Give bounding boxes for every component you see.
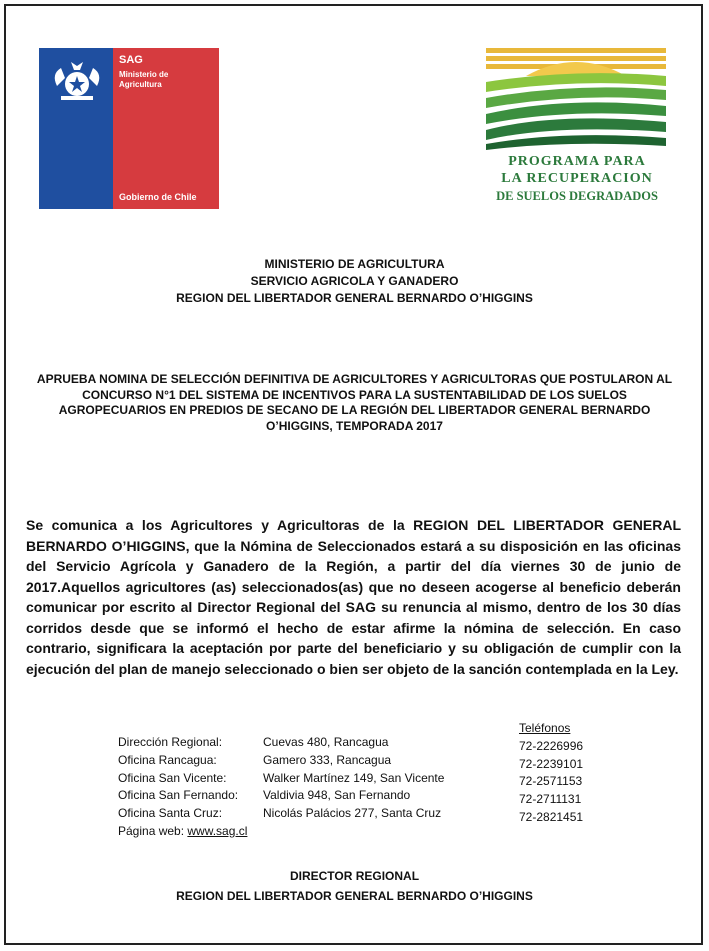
sag-logo-government: Gobierno de Chile: [119, 192, 197, 202]
phones-heading: Teléfonos: [519, 721, 571, 735]
contact-row: [118, 734, 444, 752]
program-logo-line2: LA RECUPERACION: [501, 171, 653, 186]
phone-list: [519, 720, 583, 827]
fields-sunrise-icon: [486, 46, 668, 150]
sag-logo-ministry: Ministerio de Agricultura: [119, 70, 169, 89]
contact-office: Dirección Regional:: [118, 735, 223, 749]
contact-address: Walker Martínez 149, San Vicente: [263, 770, 445, 785]
announcement-body: Se comunica a los Agricultores y Agricultoras de la REGION DEL LIBERTADOR GENERAL BERNARDO O’HIGGINS, que la Nómina de Seleccionados estará a su disposición en las oficinas del Servicio Agrícola y Ganadero de la Región, a partir del día viernes 30 de junio de 2017.Aquellos agricultores (as) seleccionados(as) que no deseen acogerse al beneficio deberán comunicar por escrito al Director Regional del SAG su renuncia al mismo, dentro de los 30 días corridos desde que se informó el hecho de estar afirme la nómina de selección. En caso contrario, significara la aceptación por parte del beneficiario y su obligación de cumplir con la ejecución del plan de manejo seleccionado o bien ser objeto de la sanción contemplada en la Ley.: [26, 517, 681, 677]
document-header: [0, 256, 709, 307]
office-contacts: [118, 734, 444, 841]
document-title: APRUEBA NOMINA DE SELECCIÓN DEFINITIVA DE AGRICULTORES Y AGRICULTORAS QUE POSTULARON AL CONCURSO N°1 DEL SISTEMA DE INCENTIVOS PARA LA SUSTENTABILIDAD DE LOS SUELOS AGROPECUARIOS EN PREDIOS DE SECANO DE LA REGIÓN DEL LIBERTADOR GENERAL BERNARDO O’HIGGINS, TEMPORADA 2017: [36, 372, 673, 433]
contact-address: Cuevas 480, Rancagua: [263, 735, 389, 749]
program-logo-line3: DE SUELOS DEGRADADOS: [496, 189, 658, 203]
header-ministry: MINISTERIO DE AGRICULTURA: [264, 257, 445, 271]
footer-region: REGION DEL LIBERTADOR GENERAL BERNARDO O’HIGGINS: [176, 889, 533, 903]
contact-address: Valdivia 948, San Fernando: [263, 788, 411, 803]
contact-address: Gamero 333, Rancagua: [263, 752, 392, 767]
phone-number: 72-2226996: [519, 738, 584, 753]
signature-block: [0, 866, 709, 906]
contact-office: Oficina Santa Cruz:: [118, 806, 223, 821]
contact-office: Oficina Rancagua:: [118, 752, 217, 767]
footer-title: DIRECTOR REGIONAL: [289, 869, 420, 883]
web-link[interactable]: www.sag.cl: [187, 823, 248, 838]
program-logo: [486, 46, 668, 214]
contact-row: [118, 805, 444, 823]
coat-of-arms-icon: [47, 56, 107, 106]
web-row: [118, 823, 444, 841]
phone-number: 72-2239101: [519, 756, 584, 771]
sag-logo: [39, 48, 219, 209]
contact-row: [118, 787, 444, 805]
sag-logo-name: SAG: [119, 54, 143, 66]
phone-number: 72-2571153: [519, 774, 583, 789]
header-region: REGION DEL LIBERTADOR GENERAL BERNARDO O’HIGGINS: [176, 291, 533, 305]
web-label: Página web:: [118, 823, 185, 838]
contact-row: [118, 770, 444, 788]
contact-address: Nicolás Palácios 277, Santa Cruz: [263, 806, 442, 821]
contact-office: Oficina San Vicente:: [118, 770, 227, 785]
contact-row: [118, 752, 444, 770]
header-service: SERVICIO AGRICOLA Y GANADERO: [250, 274, 459, 288]
program-logo-line1: PROGRAMA PARA: [508, 154, 646, 169]
phone-number: 72-2821451: [519, 809, 584, 824]
phone-number: 72-2711131: [519, 792, 582, 807]
contact-office: Oficina San Fernando:: [118, 788, 239, 803]
